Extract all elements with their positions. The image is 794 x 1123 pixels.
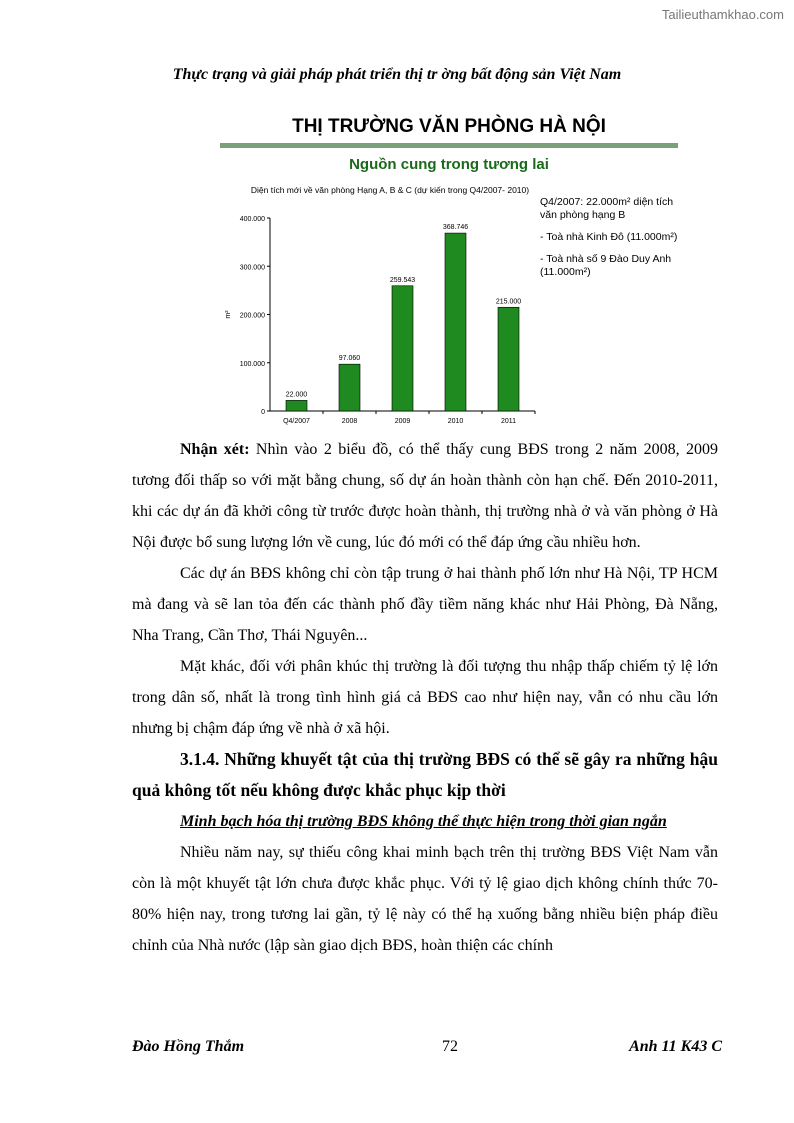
bar	[498, 307, 519, 411]
y-tick-label: 100.000	[239, 360, 265, 368]
bar	[339, 364, 360, 411]
side-note-summary: Q4/2007: 22.000m² diện tích văn phòng hạng B	[540, 196, 674, 221]
body-text	[132, 434, 718, 961]
slide-divider	[220, 143, 678, 148]
watermark: Tailieuthamkhao.com	[661, 7, 784, 22]
bar	[445, 233, 466, 411]
paragraph-2: Các dự án BĐS không chỉ còn tập trung ở hai thành phố lớn như Hà Nội, TP HCM mà đang và sẽ lan tỏa đến các thành phố đầy tiềm năng khác như Hải Phòng, Đà Nẵng, Nha Trang, Cần Thơ, Thái Nguyên...	[132, 565, 718, 644]
page-number: 72	[442, 1038, 458, 1055]
x-tick-label: Q4/2007	[283, 418, 310, 425]
x-tick-label: 2009	[394, 418, 411, 425]
bar-value-label: 97.060	[338, 355, 361, 363]
bar-value-label: 259.543	[389, 276, 416, 284]
side-note-item-1: - Toà nhà Kinh Đô (11.000m²)	[540, 231, 678, 243]
bar	[286, 400, 307, 411]
side-note-item-2: - Toà nhà số 9 Đào Duy Anh (11.000m²)	[540, 253, 672, 278]
y-axis-label: m²	[225, 310, 232, 319]
x-tick-label: 2010	[447, 418, 464, 425]
x-tick-label: 2011	[500, 418, 517, 425]
x-tick-label: 2008	[341, 418, 358, 425]
slide-subtitle: Nguồn cung trong tương lai	[349, 156, 549, 173]
footer-author: Đào Hồng Thắm	[132, 1038, 245, 1055]
page-header: Thực trạng và giải pháp phát triển thị tr ờng bất động sản Việt Nam	[172, 66, 622, 83]
y-tick-label: 400.000	[239, 216, 265, 223]
section-heading: 3.1.4. Những khuyết tật của thị trường BĐS có thể sẽ gây ra những hậu quả không tốt nếu không được khắc phục kịp thời	[132, 749, 718, 800]
side-note	[540, 196, 680, 288]
paragraph-3: Mặt khác, đối với phân khúc thị trường là đối tượng thu nhập thấp chiếm tỷ lệ lớn trong dân số, nhất là trong tình hình giá cả BĐS cao như hiện nay, vẫn có nhu cầu lớn nhưng bị chậm đáp ứng về nhà ở xã hội.	[132, 658, 718, 737]
paragraph-1-text: Nhìn vào 2 biểu đồ, có thể thấy cung BĐS trong 2 năm 2008, 2009 tương đối thấp so với mặt bằng chung, số dự án hoàn thành còn hạn chế. Đến 2010-2011, khi các dự án đã khởi công từ trước được hoàn thành, thị trường nhà ở và văn phòng ở Hà Nội được bổ sung lượng lớn về cung, lúc đó mới có thể đáp ứng cầu nhiều hơn.	[132, 441, 718, 551]
bar-value-label: 215.000	[495, 298, 522, 306]
section-subheading: Minh bạch hóa thị trường BĐS không thể thực hiện trong thời gian ngắn	[180, 813, 667, 830]
y-tick-label: 300.000	[239, 264, 265, 272]
page-footer	[132, 1038, 722, 1056]
chart-title: Diện tích mới về văn phòng Hạng A, B & C (dự kiến trong Q4/2007- 2010)	[250, 185, 530, 195]
paragraph-4: Nhiều năm nay, sự thiếu công khai minh bạch trên thị trường BĐS Việt Nam vẫn còn là một khuyết tật lớn chưa được khắc phục. Với tỷ lệ giao dịch không chính thức 70-80% hiện nay, trong tương lai gần, tỷ lệ này có thể hạ xuống bằng nhiều biện pháp điều chỉnh của Nhà nước (lập sàn giao dịch BĐS, hoàn thiện các chính	[132, 844, 718, 954]
bar-chart	[220, 210, 540, 430]
y-tick-label: 0	[261, 409, 265, 416]
bar-value-label: 22.000	[285, 391, 308, 399]
slide-title: THỊ TRƯỜNG VĂN PHÒNG HÀ NỘI	[292, 116, 606, 137]
y-tick-label: 200.000	[239, 312, 265, 320]
paragraph-1-lead: Nhận xét:	[180, 441, 250, 458]
bar-value-label: 368.746	[442, 224, 469, 232]
bar	[392, 286, 413, 411]
footer-class: Anh 11 K43 C	[629, 1038, 722, 1055]
paragraph-1	[132, 434, 718, 558]
